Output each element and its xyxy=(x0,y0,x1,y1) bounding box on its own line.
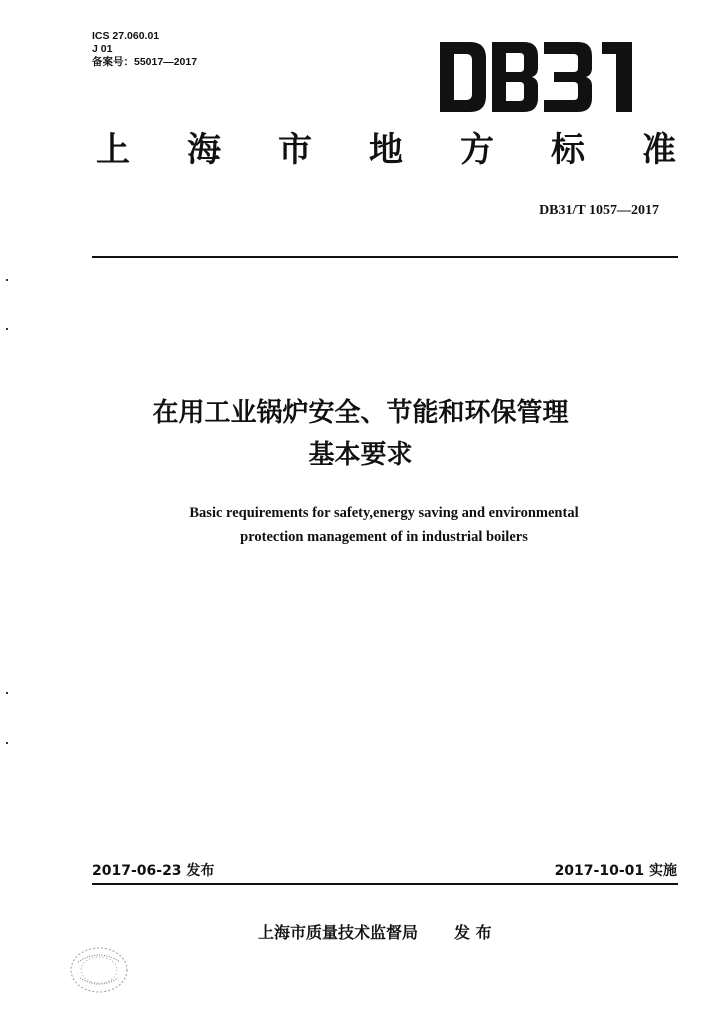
title-en-line-2: protection management of in industrial boilers xyxy=(240,529,528,545)
title-char: 上 xyxy=(96,130,130,170)
record-number: 备案号：55017—2017 xyxy=(92,56,198,68)
title-char: 准 xyxy=(642,130,676,170)
document-title-zh xyxy=(0,392,721,476)
top-divider xyxy=(92,256,678,258)
title-en-line-1: Basic requirements for safety,energy saving and environmental xyxy=(189,505,579,521)
title-char: 标 xyxy=(551,130,585,170)
scan-speck xyxy=(6,692,8,694)
scan-speck xyxy=(6,328,8,330)
title-char: 海 xyxy=(187,130,221,170)
scan-speck xyxy=(6,742,8,744)
title-char: 地 xyxy=(369,130,403,170)
db31-logo xyxy=(436,40,636,114)
publisher-line xyxy=(258,920,492,943)
publisher-name: 上海市质量技术监督局 xyxy=(258,923,419,942)
standard-type-title xyxy=(96,130,676,170)
title-zh-line-1: 在用工业锅炉安全、节能和环保管理 xyxy=(152,398,569,428)
ics-code: ICS 27.060.01 xyxy=(92,30,160,42)
implementation-date: 2017-10-01 实施 xyxy=(554,863,677,879)
bottom-divider xyxy=(92,883,678,885)
faint-seal-stamp xyxy=(64,940,134,1000)
document-title-en xyxy=(0,501,721,549)
standard-code: DB31/T 1057—2017 xyxy=(539,203,659,218)
scan-speck xyxy=(6,279,8,281)
classification-code: J 01 xyxy=(92,43,113,55)
header-meta xyxy=(92,30,197,69)
publisher-label: 发 布 xyxy=(454,923,492,942)
title-char: 方 xyxy=(460,130,494,170)
title-char: 市 xyxy=(278,130,312,170)
title-zh-line-2: 基本要求 xyxy=(308,440,413,470)
issue-date: 2017-06-23 发布 xyxy=(92,863,215,879)
